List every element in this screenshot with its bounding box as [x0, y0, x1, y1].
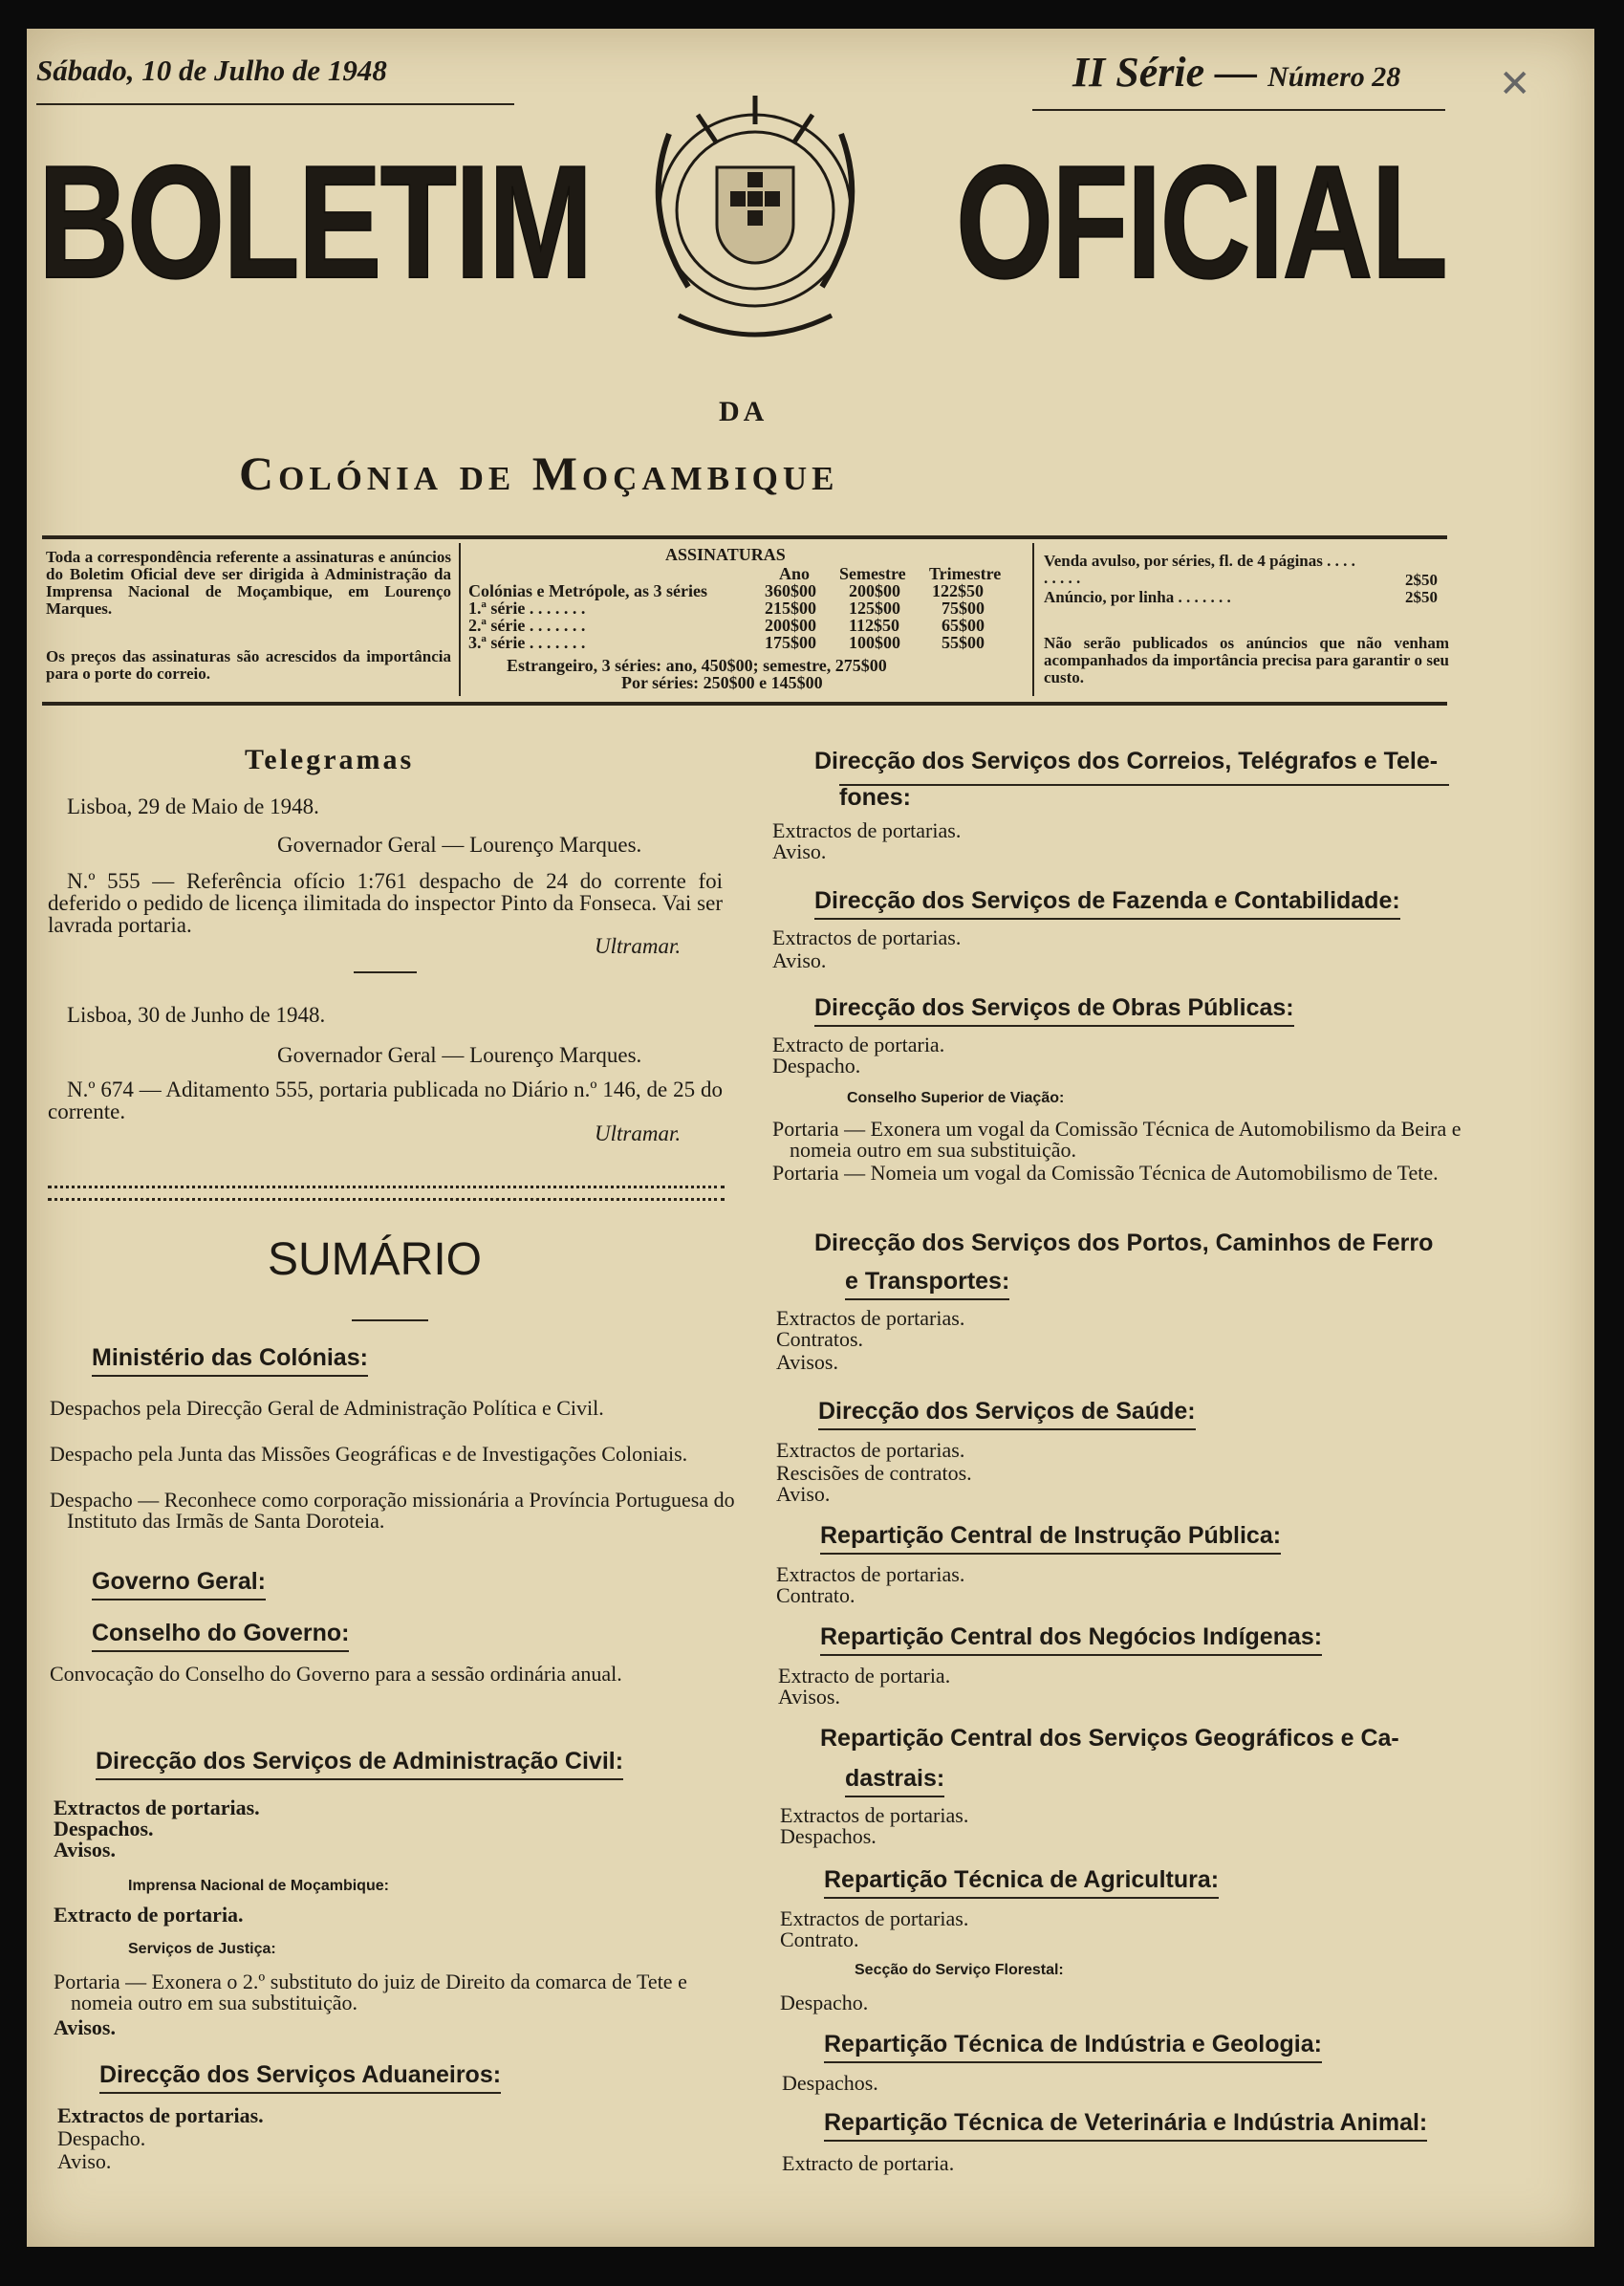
section-ministerio: Ministério das Colónias:	[92, 1344, 368, 1377]
subsection-justica: Serviços de Justiça:	[128, 1941, 276, 1957]
telegram-divider	[48, 1186, 725, 1201]
masthead-right: OFICIAL	[956, 132, 1447, 312]
section-correios-cont: fones:	[839, 784, 911, 811]
section-veterinaria: Repartição Técnica de Veterinária e Indústria Animal:	[824, 2109, 1427, 2142]
summary-item: Despachos.	[780, 1824, 877, 1848]
section-admin-civil: Direcção dos Serviços de Administração Civil:	[96, 1748, 623, 1780]
summary-item: Despachos.	[782, 2071, 878, 2095]
foreign-price: Estrangeiro, 3 séries: ano, 450$00; semestre, 275$00	[507, 656, 887, 675]
section-industria: Repartição Técnica de Indústria e Geologia:	[824, 2031, 1322, 2063]
header-da: DA	[719, 396, 769, 427]
subs-row-label: 3.ª série . . . . . . .	[468, 633, 586, 652]
summary-item: Avisos.	[778, 1685, 840, 1709]
ads-payment-note: Não serão publicados os anúncios que não venham acompanhados da importância precisa para garantir o seu custo.	[1044, 634, 1449, 686]
summary-item: Aviso.	[776, 1482, 831, 1506]
summary-item: Despacho.	[780, 1991, 869, 2014]
summary-item: Extracto de portaria.	[772, 1033, 945, 1056]
section-fazenda: Direcção dos Serviços de Fazenda e Contabilidade:	[814, 887, 1400, 920]
colony-title: Colónia de Moçambique	[239, 446, 839, 500]
summary-item: Convocação do Conselho do Governo para a sessão ordinária anual.	[50, 1662, 622, 1686]
ad-label: Anúncio, por linha . . . . . . .	[1044, 588, 1231, 606]
subs-row-semestre: 200$00	[849, 581, 900, 600]
summary-item: Avisos.	[776, 1350, 838, 1374]
summary-item: Aviso.	[772, 948, 827, 972]
telegrams-title: Telegramas	[245, 744, 415, 775]
section-agricultura: Repartição Técnica de Agricultura:	[824, 1866, 1219, 1899]
masthead-left: BOLETIM	[38, 132, 592, 312]
section-indigenas: Repartição Central dos Negócios Indígenas:	[820, 1623, 1322, 1656]
summary-item: Despachos.	[54, 1817, 154, 1840]
summary-item: Despachos pela Direcção Geral de Administração Política e Civil.	[50, 1396, 604, 1420]
subs-row-label: Colónias e Metrópole, as 3 séries	[468, 581, 707, 600]
summary-item: Extractos de portarias.	[54, 1796, 260, 1819]
subs-row-semestre: 112$50	[849, 616, 900, 635]
summary-item: Contratos.	[776, 1327, 864, 1351]
foreign-per-series: Por séries: 250$00 e 145$00	[621, 673, 823, 692]
subs-row-label: 2.ª série . . . . . . .	[468, 616, 586, 635]
summary-item: Extractos de portarias.	[57, 2103, 264, 2127]
summary-item: Portaria — Nomeia um vogal da Comissão Técnica de Automobilismo de Tete.	[772, 1161, 1439, 1185]
subs-row-trimestre: 122$50	[932, 581, 984, 600]
summary-item: Despacho.	[772, 1054, 861, 1078]
summary-item: Extracto de portaria.	[778, 1664, 951, 1687]
section-portos-cont: e Transportes:	[845, 1268, 1009, 1300]
close-mark-icon: ✕	[1499, 62, 1531, 105]
summary-item: Portaria — Exonera o 2.º substituto do juiz de Direito da comarca de Tete e nomeia outro em sua substituição.	[54, 1970, 687, 2014]
summary-item: Extractos de portarias.	[772, 818, 962, 842]
telegram-2-date: Lisboa, 30 de Junho de 1948.	[67, 1003, 326, 1027]
summary-item: Avisos.	[54, 1838, 116, 1861]
summary-item: Despacho pela Junta das Missões Geográficas e de Investigações Coloniais.	[50, 1442, 688, 1466]
subs-row-ano: 200$00	[765, 616, 816, 635]
summary-title: SUMÁRIO	[268, 1234, 483, 1285]
summary-item: Avisos.	[54, 2015, 116, 2039]
section-governo-geral: Governo Geral:	[92, 1568, 266, 1600]
coat-of-arms-icon	[612, 76, 937, 373]
subsection-viacao: Conselho Superior de Viação:	[847, 1090, 1065, 1106]
subs-row-ano: 360$00	[765, 581, 816, 600]
section-conselho: Conselho do Governo:	[92, 1620, 349, 1652]
summary-item: Despacho — Reconhece como corporação missionária a Província Portuguesa do Instituto das Irmãs de Santa Doroteia.	[50, 1488, 735, 1533]
ad-price: 2$50	[1405, 588, 1438, 606]
telegram-1-body: N.º 555 — Referência ofício 1:761 despacho de 24 do corrente foi deferido o pedido de licença ilimitada do inspector Pinto da Fonseca. Vai ser lavrada portaria.	[48, 869, 723, 937]
summary-item: Extracto de portaria.	[782, 2151, 955, 2175]
subs-row-semestre: 100$00	[849, 633, 900, 652]
postage-note: Os preços das assinaturas são acrescidos da importância para o porte do correio.	[46, 647, 451, 683]
sale-price: 2$50	[1405, 571, 1438, 589]
subscriptions-title: ASSINATURAS	[665, 545, 786, 564]
summary-item: Extractos de portarias.	[780, 1803, 969, 1827]
issue-series	[1072, 48, 1400, 97]
telegram-2-recipient: Governador Geral — Lourenço Marques.	[277, 1043, 642, 1067]
telegram-2-sign: Ultramar.	[595, 1121, 682, 1145]
section-obras-publicas: Direcção dos Serviços de Obras Públicas:	[814, 994, 1294, 1027]
summary-item: Extracto de portaria.	[54, 1903, 244, 1927]
summary-item: Extractos de portarias.	[776, 1562, 965, 1586]
summary-item: Contrato.	[780, 1927, 859, 1951]
summary-item: Aviso.	[57, 2149, 112, 2173]
summary-item: Despacho.	[57, 2126, 146, 2150]
subs-row-trimestre: 55$00	[942, 633, 985, 652]
telegram-1-sign: Ultramar.	[595, 934, 682, 958]
section-aduaneiros: Direcção dos Serviços Aduaneiros:	[99, 2061, 501, 2094]
summary-item: Extractos de portarias.	[780, 1906, 969, 1930]
col-trimestre: Trimestre	[929, 564, 1002, 583]
subs-row-ano: 215$00	[765, 599, 816, 618]
section-instrucao: Repartição Central de Instrução Pública:	[820, 1522, 1281, 1555]
sale-label: Venda avulso, por séries, fl. de 4 páginas . . . . . . . . .	[1044, 552, 1355, 587]
summary-item: Extractos de portarias.	[772, 925, 962, 949]
section-correios: Direcção dos Serviços dos Correios, Telégrafos e Tele-	[814, 748, 1439, 774]
section-geograficos: Repartição Central dos Serviços Geográficos e Ca-	[820, 1725, 1399, 1752]
issue-date: Sábado, 10 de Julho de 1948	[36, 54, 387, 87]
subs-row-semestre: 125$00	[849, 599, 900, 618]
telegram-1-date: Lisboa, 29 de Maio de 1948.	[67, 795, 319, 818]
summary-item: Rescisões de contratos.	[776, 1461, 972, 1485]
section-portos: Direcção dos Serviços dos Portos, Caminhos de Ferro	[814, 1230, 1434, 1256]
telegram-1-recipient: Governador Geral — Lourenço Marques.	[277, 833, 642, 857]
section-saude: Direcção dos Serviços de Saúde:	[818, 1398, 1196, 1430]
series-label: II Série —	[1072, 49, 1258, 96]
section-geograficos-cont: dastrais:	[845, 1765, 944, 1797]
col-semestre: Semestre	[839, 564, 906, 583]
issue-number: Número 28	[1267, 61, 1401, 93]
summary-item: Extractos de portarias.	[776, 1306, 965, 1330]
col-ano: Ano	[779, 564, 811, 583]
subs-row-trimestre: 65$00	[942, 616, 985, 635]
subs-row-ano: 175$00	[765, 633, 816, 652]
correspondence-note: Toda a correspondência referente a assinaturas e anúncios do Boletim Oficial deve ser dirigida à Administração da Imprensa Nacional de Moçambique, em Lourenço Marques.	[46, 548, 451, 618]
summary-item: Extractos de portarias.	[776, 1438, 965, 1462]
subs-row-label: 1.ª série . . . . . . .	[468, 599, 586, 618]
subsection-imprensa: Imprensa Nacional de Moçambique:	[128, 1878, 389, 1894]
subsection-florestal: Secção do Serviço Florestal:	[855, 1962, 1064, 1978]
subs-row-trimestre: 75$00	[942, 599, 985, 618]
summary-item: Portaria — Exonera um vogal da Comissão Técnica de Automobilismo da Beira e nomeia outro em sua substituição.	[772, 1117, 1462, 1162]
telegram-2-body: N.º 674 — Aditamento 555, portaria publicada no Diário n.º 146, de 25 do corrente.	[48, 1078, 723, 1123]
summary-item: Aviso.	[772, 839, 827, 863]
summary-item: Contrato.	[776, 1583, 855, 1607]
